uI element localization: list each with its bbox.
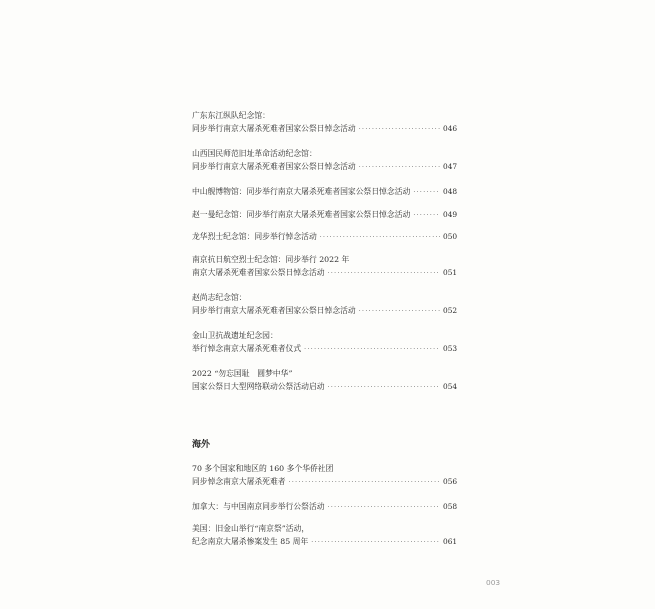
- section-title: 海外: [192, 440, 211, 450]
- toc-entry-title: 同步悼念南京大屠杀死难者: [192, 477, 286, 486]
- toc-entry-title: 国家公祭日大型网络联动公祭活动启动: [192, 382, 325, 391]
- page-number: 049: [443, 210, 458, 219]
- toc-entry[interactable]: [192, 253, 457, 291]
- page-number: 047: [443, 162, 458, 171]
- toc-entry[interactable]: [192, 109, 457, 147]
- dot-leader: [359, 123, 440, 136]
- toc-entry-title: 美国：旧金山举行“南京祭”活动，: [192, 524, 310, 533]
- toc-entries-domestic: [192, 109, 457, 397]
- toc-entry-title: 70 多个国家和地区的 160 多个华侨社团: [192, 464, 334, 473]
- toc-entry-title: 金山卫抗战遗址纪念园：: [192, 331, 278, 340]
- dot-leader: [311, 536, 440, 549]
- dot-leader: [413, 209, 440, 222]
- toc-entry-title: 广东东江纵队纪念馆：: [192, 111, 270, 120]
- toc-entry-title: 南京大屠杀死难者国家公祭日悼念活动: [192, 268, 325, 277]
- toc-entry-title: 赵一曼纪念馆：同步举行南京大屠杀死难者国家公祭日悼念活动: [192, 210, 411, 219]
- toc-entry[interactable]: [192, 147, 457, 185]
- toc-entry[interactable]: [192, 367, 457, 397]
- toc-entry-title: 南京抗日航空烈士纪念馆：同步举行 2022 年: [192, 255, 350, 264]
- dot-leader: [304, 343, 440, 356]
- page-number: 056: [443, 477, 458, 486]
- toc-entry[interactable]: [192, 291, 457, 329]
- dot-leader: [359, 161, 440, 174]
- toc-entry-title: 2022 “勿忘国耻 圆梦中华”: [192, 369, 293, 378]
- toc-entry[interactable]: [192, 500, 457, 522]
- toc-entry[interactable]: [192, 522, 457, 552]
- page-number: 048: [443, 187, 458, 196]
- toc-entry-title: 龙华烈士纪念馆：同步举行悼念活动: [192, 232, 317, 241]
- page-number: 054: [443, 382, 458, 391]
- toc-entry[interactable]: [192, 462, 457, 500]
- page-number: 052: [443, 306, 458, 315]
- toc-entry-title: 举行悼念南京大屠杀死难者仪式: [192, 344, 302, 353]
- dot-leader: [289, 476, 440, 489]
- toc-entry-title: 山西国民师范旧址革命活动纪念馆：: [192, 149, 317, 158]
- dot-leader: [359, 305, 440, 318]
- toc-entry-title: 赵尚志纪念馆：: [192, 293, 247, 302]
- toc-entry-title: 纪念南京大屠杀惨案发生 85 周年: [192, 537, 309, 546]
- toc-entry-title: 同步举行南京大屠杀死难者国家公祭日悼念活动: [192, 162, 356, 171]
- page-number: 046: [443, 124, 458, 133]
- toc-entry-title: 同步举行南京大屠杀死难者国家公祭日悼念活动: [192, 124, 356, 133]
- toc-entry[interactable]: [192, 185, 457, 208]
- toc-entry[interactable]: [192, 208, 457, 230]
- folio-page-number: 003: [486, 578, 501, 587]
- dot-leader: [328, 501, 440, 514]
- toc-entries-overseas: [192, 462, 457, 552]
- toc-entry[interactable]: [192, 230, 457, 253]
- toc-entry-title: 中山舰博物馆：同步举行南京大屠杀死难者国家公祭日悼念活动: [192, 187, 411, 196]
- page-number: 058: [443, 502, 458, 511]
- dot-leader: [328, 381, 440, 394]
- page-number: 061: [443, 537, 458, 546]
- toc-entry[interactable]: [192, 329, 457, 367]
- dot-leader: [328, 267, 440, 280]
- dot-leader: [413, 186, 440, 199]
- toc-entry-title: 加拿大：与中国南京同步举行公祭活动: [192, 502, 325, 511]
- page-number: 051: [443, 268, 458, 277]
- page-number: 050: [443, 232, 458, 241]
- page-number: 053: [443, 344, 458, 353]
- dot-leader: [320, 231, 440, 244]
- toc-entry-title: 同步举行南京大屠杀死难者国家公祭日悼念活动: [192, 306, 356, 315]
